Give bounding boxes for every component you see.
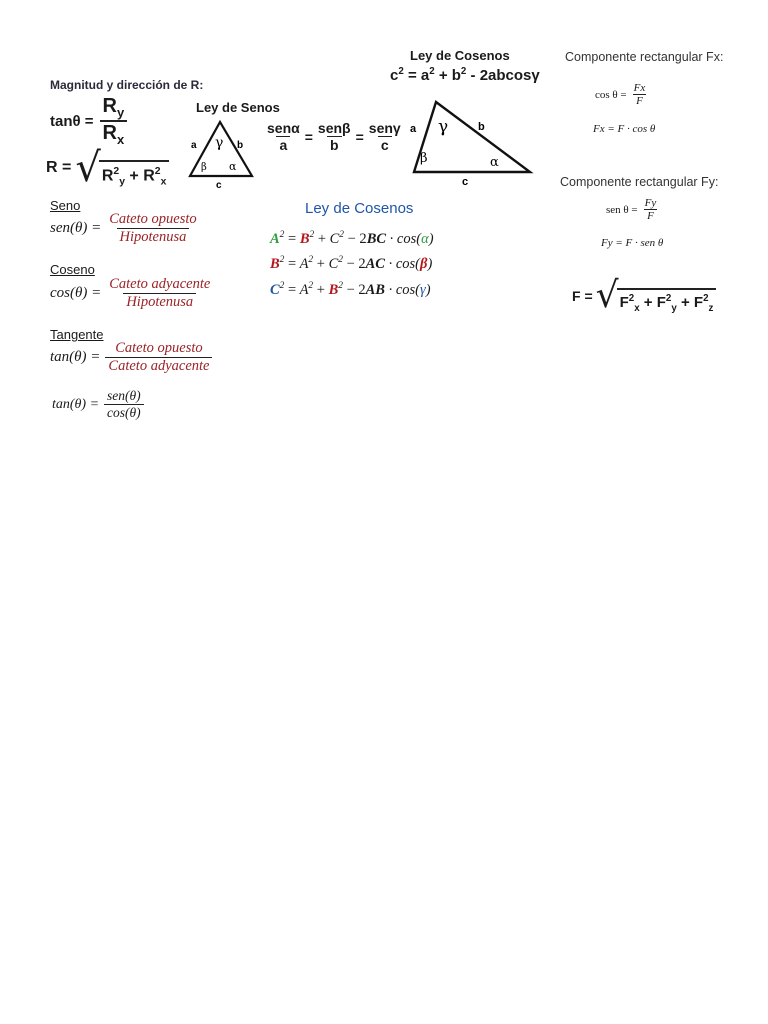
cosenos-angle-alpha: α (490, 155, 499, 170)
componente-fx-line2: Fx = F · cos θ (593, 123, 656, 135)
ley-senos-formula: $\frac{\text{senα}}{a}$ = $\frac{\text{senβ}}{b}$ = $\frac{\text{senγ}}{c}$ (264, 120, 404, 153)
tangente-heading: Tangente (50, 327, 104, 342)
tangente-formula-2: tan(θ) = $\frac{\text{sen(θ)}}{\cos(\theta)}$ (52, 388, 144, 421)
senos-frac-gamma: $\frac{\text{senγ}}{c}$ (368, 120, 401, 153)
cosenos-row-b: $B^2 = A^2 + C^2 - 2AC \cdot \cos(\beta)$ (270, 255, 433, 273)
ley-cosenos-color-title: Ley de Cosenos (305, 200, 414, 217)
senos-side-b: b (237, 140, 244, 151)
seno-formula: sen(θ) = $\frac{\text{Cateto opuesto}}{\text{Hipotenusa}}$ (50, 211, 197, 245)
cosenos-angle-beta: β (420, 151, 428, 166)
magnitud-r-sqrt: √ $R^2_y + R^2_x$ (75, 148, 169, 188)
ley-cosenos-top-formula: $c^2 = a^2 + b^2 - 2abcos\gamma$ (390, 66, 540, 84)
senos-angle-beta: β (201, 162, 207, 173)
coseno-formula: cos(θ) = $\frac{\text{Cateto adyacente}}{\text{Hipotenusa}}$ (50, 276, 211, 310)
cosenos-side-a: a (410, 123, 417, 135)
cosenos-angle-gamma: γ (438, 117, 449, 137)
componente-fx-formula: cos θ = $\frac{Fx}{F}$ (595, 82, 646, 107)
componente-fy-line2: Fy = F · sen θ (601, 237, 664, 249)
magnitud-r-formula (46, 145, 169, 191)
senos-side-c: c (216, 180, 222, 190)
seno-heading: Seno (50, 198, 81, 213)
coseno-heading: Coseno (50, 262, 95, 277)
senos-angle-gamma: γ (215, 135, 224, 151)
senos-side-a: a (191, 140, 197, 151)
ley-cosenos-top-title: Ley de Cosenos (410, 48, 510, 63)
componente-fx-title: Componente rectangular Fx: (565, 50, 724, 64)
magnitud-tan-formula (50, 95, 127, 147)
componente-fy-formula: sen θ = $\frac{Fy}{F}$ (606, 197, 657, 222)
cosenos-row-a: $A^2 = B^2 + C^2 - 2BC \cdot \cos(\alpha)$ (270, 230, 434, 247)
ley-senos-title: Ley de Senos (196, 100, 280, 115)
cosenos-side-b: b (478, 121, 485, 133)
magnitud-r-lhs: R = (46, 159, 72, 176)
cosenos-side-c: c (462, 176, 469, 188)
ley-cosenos-color-rows (270, 225, 434, 301)
f-total-formula: F = √ $F^2_x + F^2_y + F^2_z$ (572, 278, 716, 314)
senos-frac-beta: $\frac{\text{senβ}}{b}$ (317, 120, 351, 153)
ley-senos-triangle (186, 118, 258, 190)
magnitud-heading: Magnitud y dirección de R: (50, 78, 204, 92)
senos-angle-alpha: α (229, 160, 237, 173)
cosenos-row-c: $C^2 = A^2 + B^2 - 2AB \cdot \cos(\gamma)$ (270, 280, 431, 298)
magnitud-tan-fraction: $\frac{R_y}{R_x}$ (100, 95, 128, 147)
senos-frac-alpha: $\frac{\text{senα}}{a}$ (267, 120, 300, 153)
ley-cosenos-top-triangle (400, 96, 540, 188)
magnitud-tan-lhs: tanθ = (50, 112, 94, 130)
tangente-formula: tan(θ) = $\frac{\text{Cateto opuesto}}{\text{Cateto adyacente}}$ (50, 340, 212, 375)
componente-fy-title: Componente rectangular Fy: (560, 175, 719, 189)
